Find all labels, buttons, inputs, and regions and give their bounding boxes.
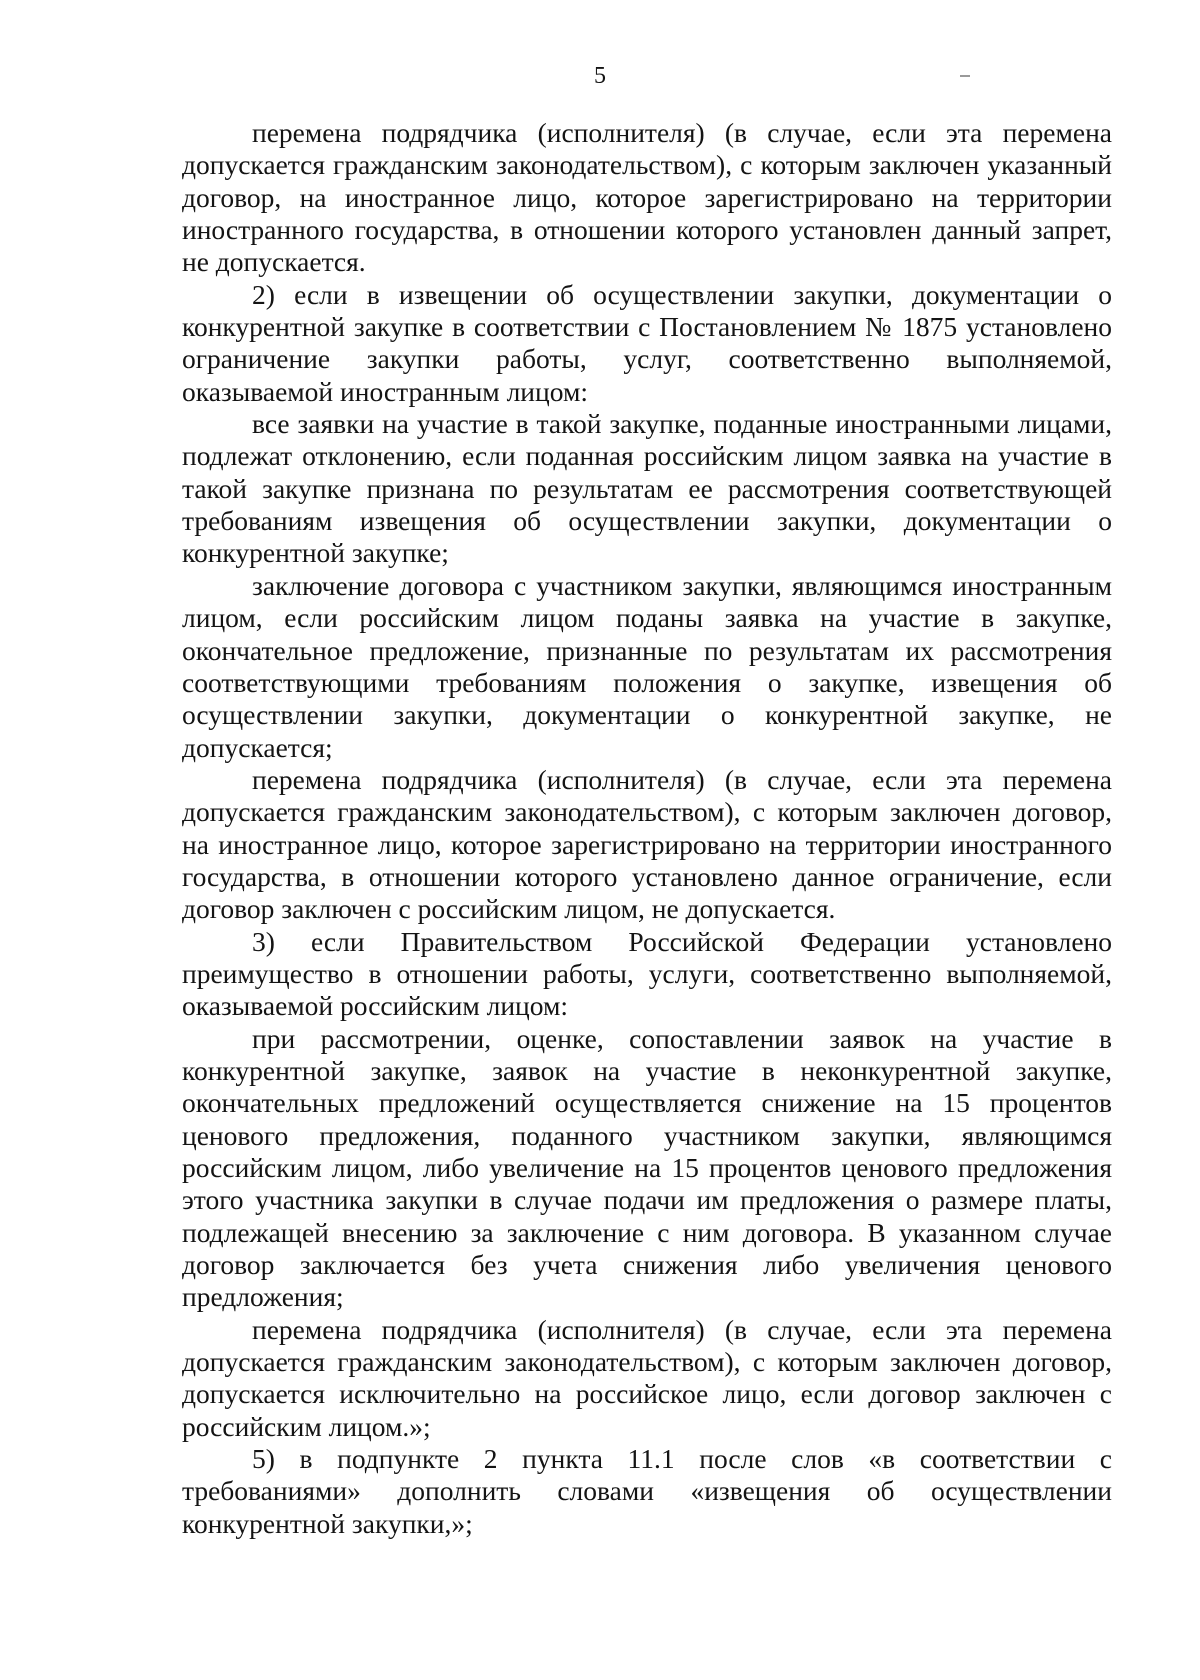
page-number: 5 [594,63,606,89]
paragraph: 3) если Правительством Российской Федерации установлено преимущество в отношении работы, услуги, соответственно выполняемой, оказываемой российским лицом: [182,925,1112,1022]
paragraph: заключение договора с участником закупки, являющимся иностранным лицом, если российским лицом поданы заявка на участие в закупке, окончательное предложение, признанные по результатам их рассмотрения соответствующими требованиям положения о закупке, извещения об осуществлении закупки, документации о конкурентной закупке, не допускается; [182,569,1112,763]
paragraph: 2) если в извещении об осуществлении закупки, документации о конкурентной закупке в соответствии с Постановлением № 1875 установлено ограничение закупки работы, услуг, соответственно выполняемой, оказываемой иностранным лицом: [182,278,1112,407]
paragraph: перемена подрядчика (исполнителя) (в случае, если эта перемена допускается гражданским законодательством), с которым заключен договор, допускается исключительно на российское лицо, если договор заключен с российским лицом.»; [182,1313,1112,1442]
paragraph: все заявки на участие в такой закупке, поданные иностранными лицами, подлежат отклонению, если поданная российским лицом заявка на участие в такой закупке признана по результатам ее рассмотрения соответствующей требованиям извещения об осуществлении закупки, документации о конкурентной закупке; [182,408,1112,569]
paragraph: перемена подрядчика (исполнителя) (в случае, если эта перемена допускается гражданским законодательством), с которым заключен указанный договор, на иностранное лицо, которое зарегистрировано на территории иностранного государства, в отношении которого установлен данный запрет, не допускается. [182,117,1112,278]
paragraph: перемена подрядчика (исполнителя) (в случае, если эта перемена допускается гражданским законодательством), с которым заключен договор, на иностранное лицо, которое зарегистрировано на территории иностранного государства, в отношении которого установлено данное ограничение, если договор заключен с российским лицом, не допускается. [182,763,1112,925]
document-body [182,117,1112,1540]
paragraph: при рассмотрении, оценке, сопоставлении заявок на участие в конкурентной закупке, заявок на участие в неконкурентной закупке, окончательных предложений осуществляется снижение на 15 процентов ценового предложения, поданного участником закупки, являющимся российским лицом, либо увеличение на 15 процентов ценового предложения этого участника закупки в случае подачи им предложения о размере платы, подлежащей внесению за заключение с ним договора. В указанном случае договор заключается без учета снижения либо увеличения ценового предложения; [182,1022,1112,1313]
paragraph: 5) в подпункте 2 пункта 11.1 после слов «в соответствии с требованиями» дополнить словами «извещения об осуществлении конкурентной закупки,»; [182,1443,1112,1539]
scan-artifact [960,75,970,77]
